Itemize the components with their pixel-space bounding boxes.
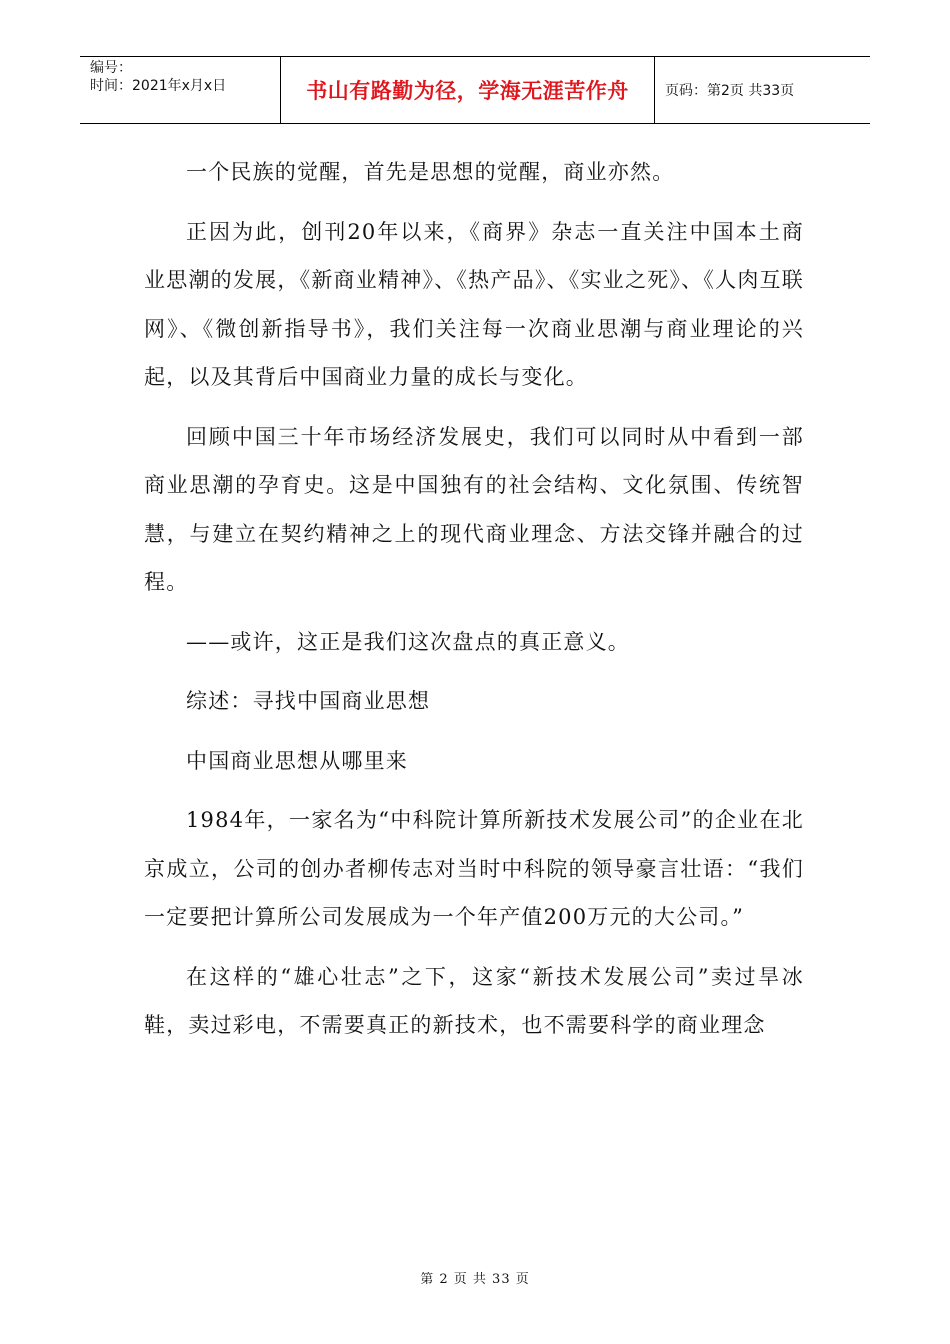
document-time-label: 时间：2021年x月x日: [90, 78, 227, 94]
document-number-label: 编号：: [90, 60, 132, 76]
header-page-cell: [655, 57, 870, 123]
paragraph: 正因为此，创刊20年以来，《商界》杂志一直关注中国本土商业思潮的发展，《新商业精神》、《热产品》、《实业之死》、《人肉互联网》、《微创新指导书》，我们关注每一次商业思潮与商业理论的兴起，以及其背后中国商业力量的成长与变化。: [144, 219, 804, 389]
paragraph: ——或许，这正是我们这次盘点的真正意义。: [186, 629, 630, 654]
header-motto: 书山有路勤为径，学海无涯苦作舟: [306, 79, 629, 103]
header-motto-cell: [281, 57, 655, 123]
document-header: [80, 56, 870, 124]
subsection-heading: 中国商业思想从哪里来: [186, 748, 408, 773]
header-meta-cell: [80, 57, 281, 123]
paragraph: 1984年，一家名为“中科院计算所新技术发展公司”的企业在北京成立，公司的创办者柳传志对当时中科院的领导豪言壮语：“我们一定要把计算所公司发展成为一个年产值200万元的大公司。”: [144, 808, 804, 929]
document-body: [144, 148, 804, 1061]
paragraph: 回顾中国三十年市场经济发展史，我们可以同时从中看到一部商业思潮的孕育史。这是中国独有的社会结构、文化氛围、传统智慧，与建立在契约精神之上的现代商业理念、方法交锋并融合的过程。: [144, 424, 804, 594]
paragraph: 在这样的“雄心壮志”之下，这家“新技术发展公司”卖过旱冰鞋，卖过彩电，不需要真正的新技术，也不需要科学的商业理念: [144, 964, 804, 1037]
header-page-info: 页码：第2页 共33页: [665, 83, 795, 99]
paragraph: 一个民族的觉醒，首先是思想的觉醒，商业亦然。: [186, 160, 675, 184]
page-footer: 第 2 页 共 33 页: [420, 1272, 530, 1287]
section-heading: 综述：寻找中国商业思想: [186, 689, 431, 713]
